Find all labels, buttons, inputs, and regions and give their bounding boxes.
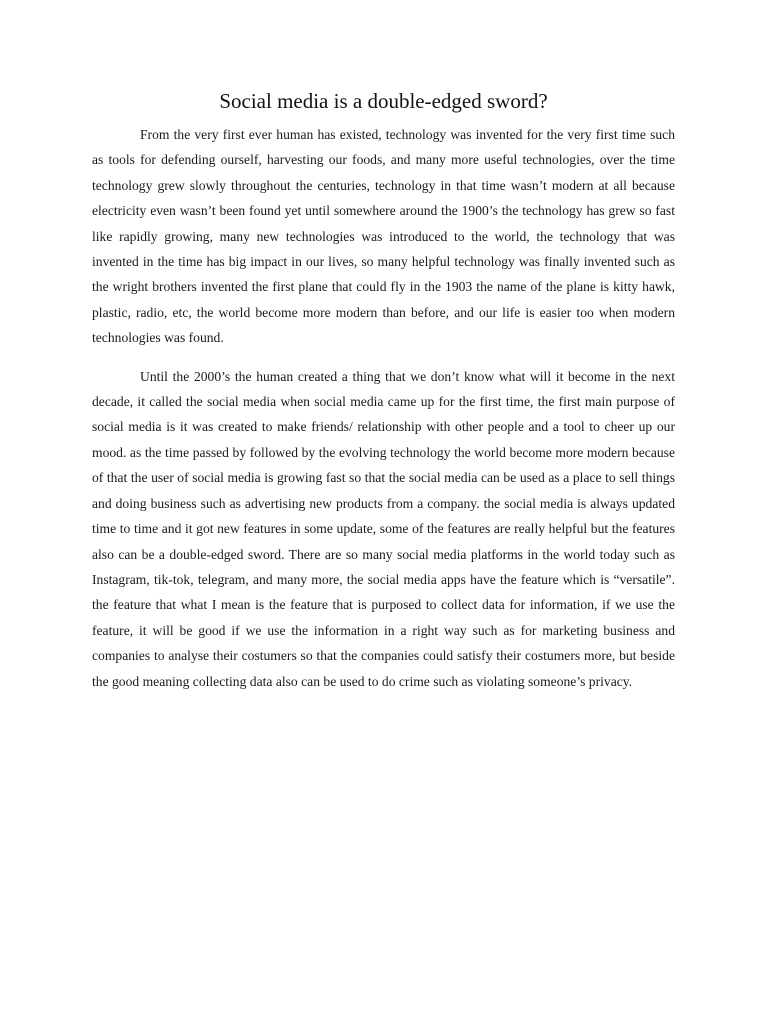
paragraph-2: Until the 2000’s the human created a thing that we don’t know what will it become in the next decade, it called the social media when social media came up for the first time, the first main purpose of social media is it was created to make friends/ relationship with other people and a tool to cheer up our mood. as the time passed by followed by the evolving technology the world become more modern because of that the user of social media is growing fast so that the social media can be used as a place to sell things and doing business such as advertising new products from a company. the social media is always updated time to time and it got new features in some update, some of the features are really helpful but the features also can be a double-edged sword. There are so many social media platforms in the world today such as Instagram, tik-tok, telegram, and many more, the social media apps have the feature which is “versatile”. the feature that what I mean is the feature that is purposed to collect data for information, if we use the feature, it will be good if we use the information in a right way such as for marketing business and companies to analyse their costumers so that the companies could satisfy their costumers more, but beside the good meaning collecting data also can be used to do crime such as violating someone’s privacy. bbox=[92, 368, 675, 689]
paragraph-1: From the very first ever human has existed, technology was invented for the very first time such as tools for defending ourself, harvesting our foods, and many more useful technologies, over the time technology grew slowly throughout the centuries, technology in that time wasn’t modern at all because electricity even wasn’t been found yet until somewhere around the 1900’s the technology has grew so fast like rapidly growing, many new technologies was introduced to the world, the technology that was invented in the time has big impact in our lives, so many helpful technology was finally invented such as the wright brothers invented the first plane that could fly in the 1903 the name of the plane is kitty hawk, plastic, radio, etc, the world become more modern than before, and our life is easier too when modern technologies was found. bbox=[92, 127, 675, 346]
document-title: Social media is a double-edged sword? bbox=[219, 89, 548, 113]
document-body bbox=[92, 122, 675, 707]
